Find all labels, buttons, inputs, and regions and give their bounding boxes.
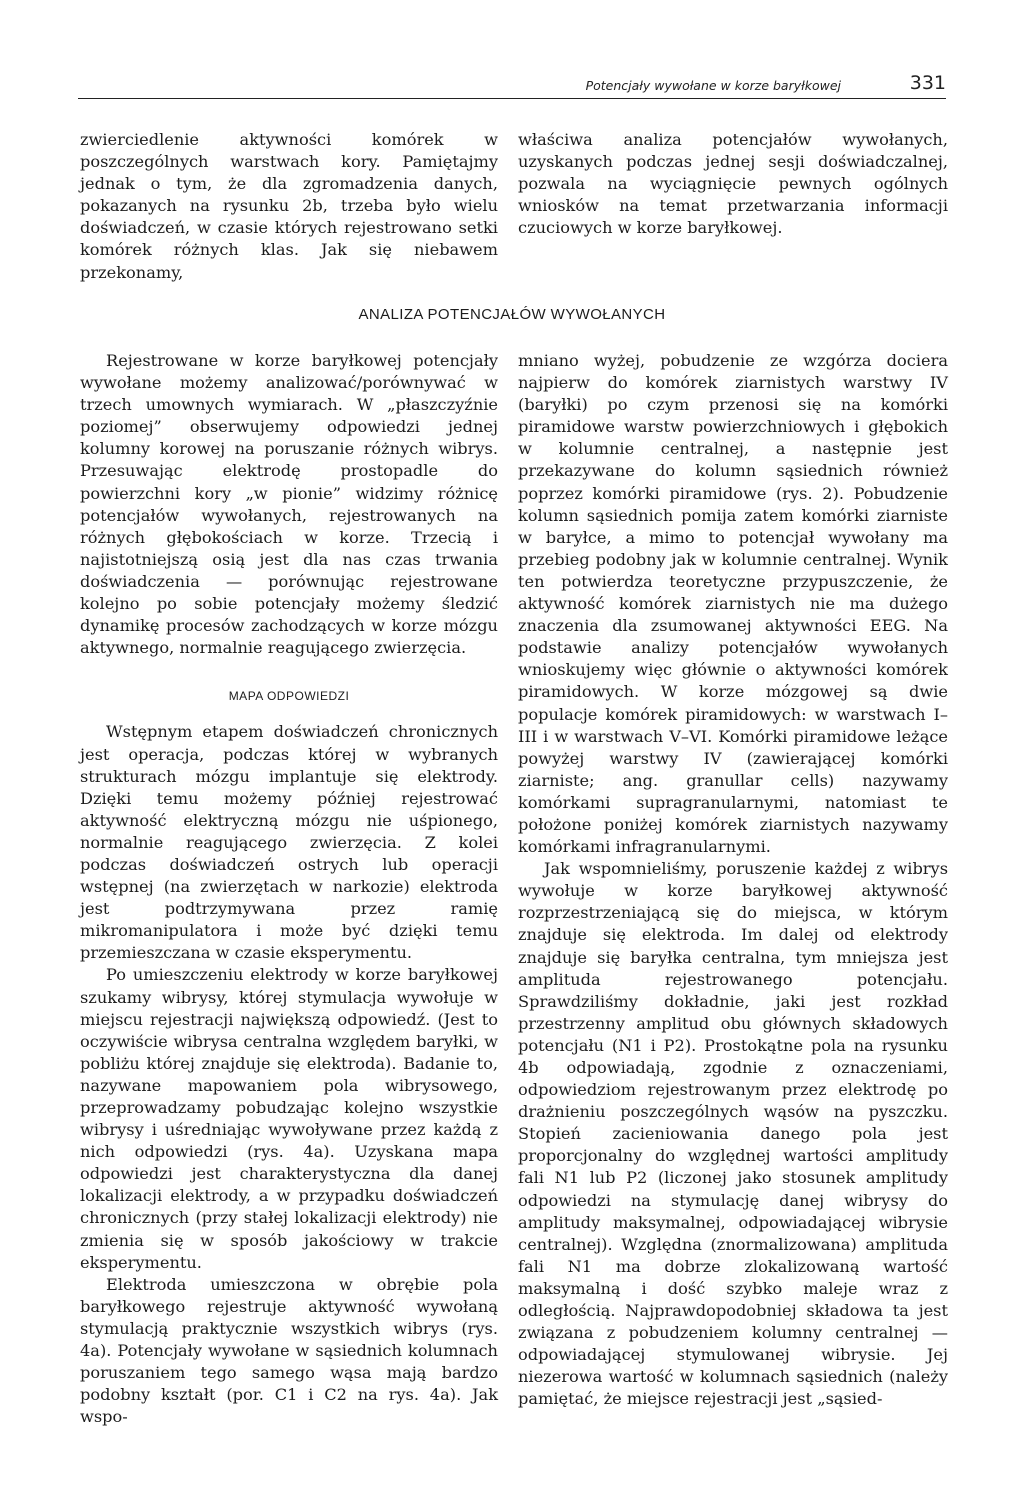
paragraph-continued-left: zwierciedlenie aktywności komórek w poszczególnych warstwach kory. Pamiętajmy jednak o tym, że dla zgromadzenia danych, pokazanych na rysunku 2b, trzeba było wielu doświadczeń, w czasie których rejestrowano setki komórek różnych klas. Jak się niebawem przekonamy, [80,130,498,282]
running-header [78,72,946,99]
paragraph-continued-right: właściwa analiza potencjałów wywołanych, uzyskanych podczas jednej sesji doświadczalnej, pozwala na wyciągnięcie pewnych ogólnych wniosków na temat przetwarzania informacji czuciowych w korze baryłkowej. [518,130,948,238]
paragraph: Jak wspomnieliśmy, poruszenie każdej z wibrys wywołuje w korze baryłkowej aktywność rozprzestrzeniającą się do miejsca, w którym znajduje się elektroda. Im dalej od elektrody znajduje się baryłka centralna, tym mniejsza jest amplituda rejestrowanego potencjału. Sprawdziliśmy dokładnie, jaki jest rozkład przestrzenny amplitud obu głównych składowych potencjału (N1 i P2). Prostokątne pola na rysunku 4b odpowiadają, zgodnie z oznaczeniami, odpowiedziom rejestrowanym przez elektrodę po drażnieniu poszczególnych wąsów na pyszczku. Stopień zacieniowania danego pola jest proporcjonalny do względnej wartości amplitudy fali N1 lub P2 (liczonej jako stosunek amplitudy odpowiedzi na stymulację danej wibrysy do amplitudy maksymalnej, odpowiadającej wibrysie centralnej). Względna (znormalizowana) amplituda fali N1 ma dobrze zlokalizowaną wartość maksymalną i dość szybko maleje wraz z odległością. Najprawdopodobniej składowa ta jest związana z pobudzeniem kolumny centralnej — odpowiadającej stymulowanej wibrysie. Jej niezerowa wartość w kolumnach sąsiednich (należy pamiętać, że miejsce rejestracji jest „sąsied- [518,859,948,1409]
paragraph: Elektroda umieszczona w obrębie pola baryłkowego rejestruje aktywność wywołaną stymulacją praktycznie wszystkich wibrys (rys. 4a). Potencjały wywołane w sąsiednich kolumnach poruszaniem tego samego wąsa mają bardzo podobny kształt (por. C1 i C2 na rys. 4a). Jak wspo- [80,1274,498,1427]
page-number: 331 [909,72,946,94]
paragraph: mniano wyżej, pobudzenie ze wzgórza dociera najpierw do komórek ziarnistych warstwy IV (baryłki) po czym przenosi się na komórki piramidowe warstw powierzchniowych i głębokich w kolumnie centralnej, a następnie jest przekazywane do kolumn sąsiednich również poprzez komórki piramidowe (rys. 2). Pobudzenie kolumn sąsiednich pomija zatem komórki ziarniste w baryłce, a mimo to potencjał wywołany ma przebieg podobny jak w kolumnie centralnej. Wynik ten potwierdza teoretyczne przypuszczenie, że aktywność komórek ziarnistych nie ma dużego znaczenia dla zsumowanej aktywności EEG. Na podstawie analizy potencjałów wywołanych wnioskujemy więc głównie o aktywności komórek piramidowych. W korze mózgowej są dwie populacje komórek piramidowych: w warstwach I–III i w warstwach V–VI. Komórki piramidowe leżące powyżej warstwy IV (zawierającej komórki ziarniste; ang. granullar cells) nazywamy komórkami supragranularnymi, natomiast te położone poniżej komórek ziarnistych nazywamy komórkami infragranularnymi. [518,351,948,857]
main-right-column [518,350,948,1411]
paragraph: Rejestrowane w korze baryłkowej potencjały wywołane możemy analizować/porównywać w trzech umownych wymiarach. W „płaszczyźnie poziomej” obserwujemy odpowiedzi jednej kolumny korowej na poruszanie różnych wibrys. Przesuwając elektrodę prostopadle do powierzchni kory „w pionie” widzimy różnicę potencjałów wywołanych, rejestrowanych na różnych głębokościach w korze. Trzecią i najistotniejszą osią jest dla nas czas trwania doświadczenia — porównując rejestrowane kolejno po sobie potencjały możemy śledzić dynamikę procesów zachodzących w korze mózgu aktywnego, normalnie reagującego zwierzęcia. [80,351,498,658]
section-heading: ANALIZA POTENCJAŁÓW WYWOŁANYCH [358,306,666,323]
top-right-column [518,129,948,239]
main-left-column [80,350,498,1428]
paragraph: Wstępnym etapem doświadczeń chronicznych jest operacja, podczas której w wybranych strukturach mózgu implantuje się elektrody. Dzięki temu możemy później rejestrować aktywność elektryczną mózgu nie uśpionego, normalnie reagującego zwierzęcia. Z kolei podczas doświadczeń ostrych lub operacji wstępnej (na zwierzętach w narkozie) elektroda jest podtrzymywana przez ramię mikromanipulatora i może być dzięki temu przemieszczana w czasie eksperymentu. [80,722,498,963]
paragraph: Po umieszczeniu elektrody w korze baryłkowej szukamy wibrysy, której stymulacja wywołuje w miejscu rejestracji największą odpowiedź. (Jest to oczywiście wibrysa centralna względem baryłki, w pobliżu której znajduje się elektroda). Badanie to, nazywane mapowaniem pola wibrysowego, przeprowadzamy pobudzając kolejno wszystkie wibrysy i uśredniając wywoływane przez każdą z nich odpowiedzi (rys. 4a). Uzyskana mapa odpowiedzi jest charakterystyczna dla danej lokalizacji elektrody, a w przypadku doświadczeń chronicznych (przy stałej lokalizacji elektrody) nie zmienia się w sposób jakościowy w trakcie eksperymentu. [80,965,498,1272]
running-title: Potencjały wywołane w korze baryłkowej [585,78,841,93]
subsection-heading: MAPA ODPOWIEDZI [228,689,350,704]
top-left-column [80,129,498,284]
